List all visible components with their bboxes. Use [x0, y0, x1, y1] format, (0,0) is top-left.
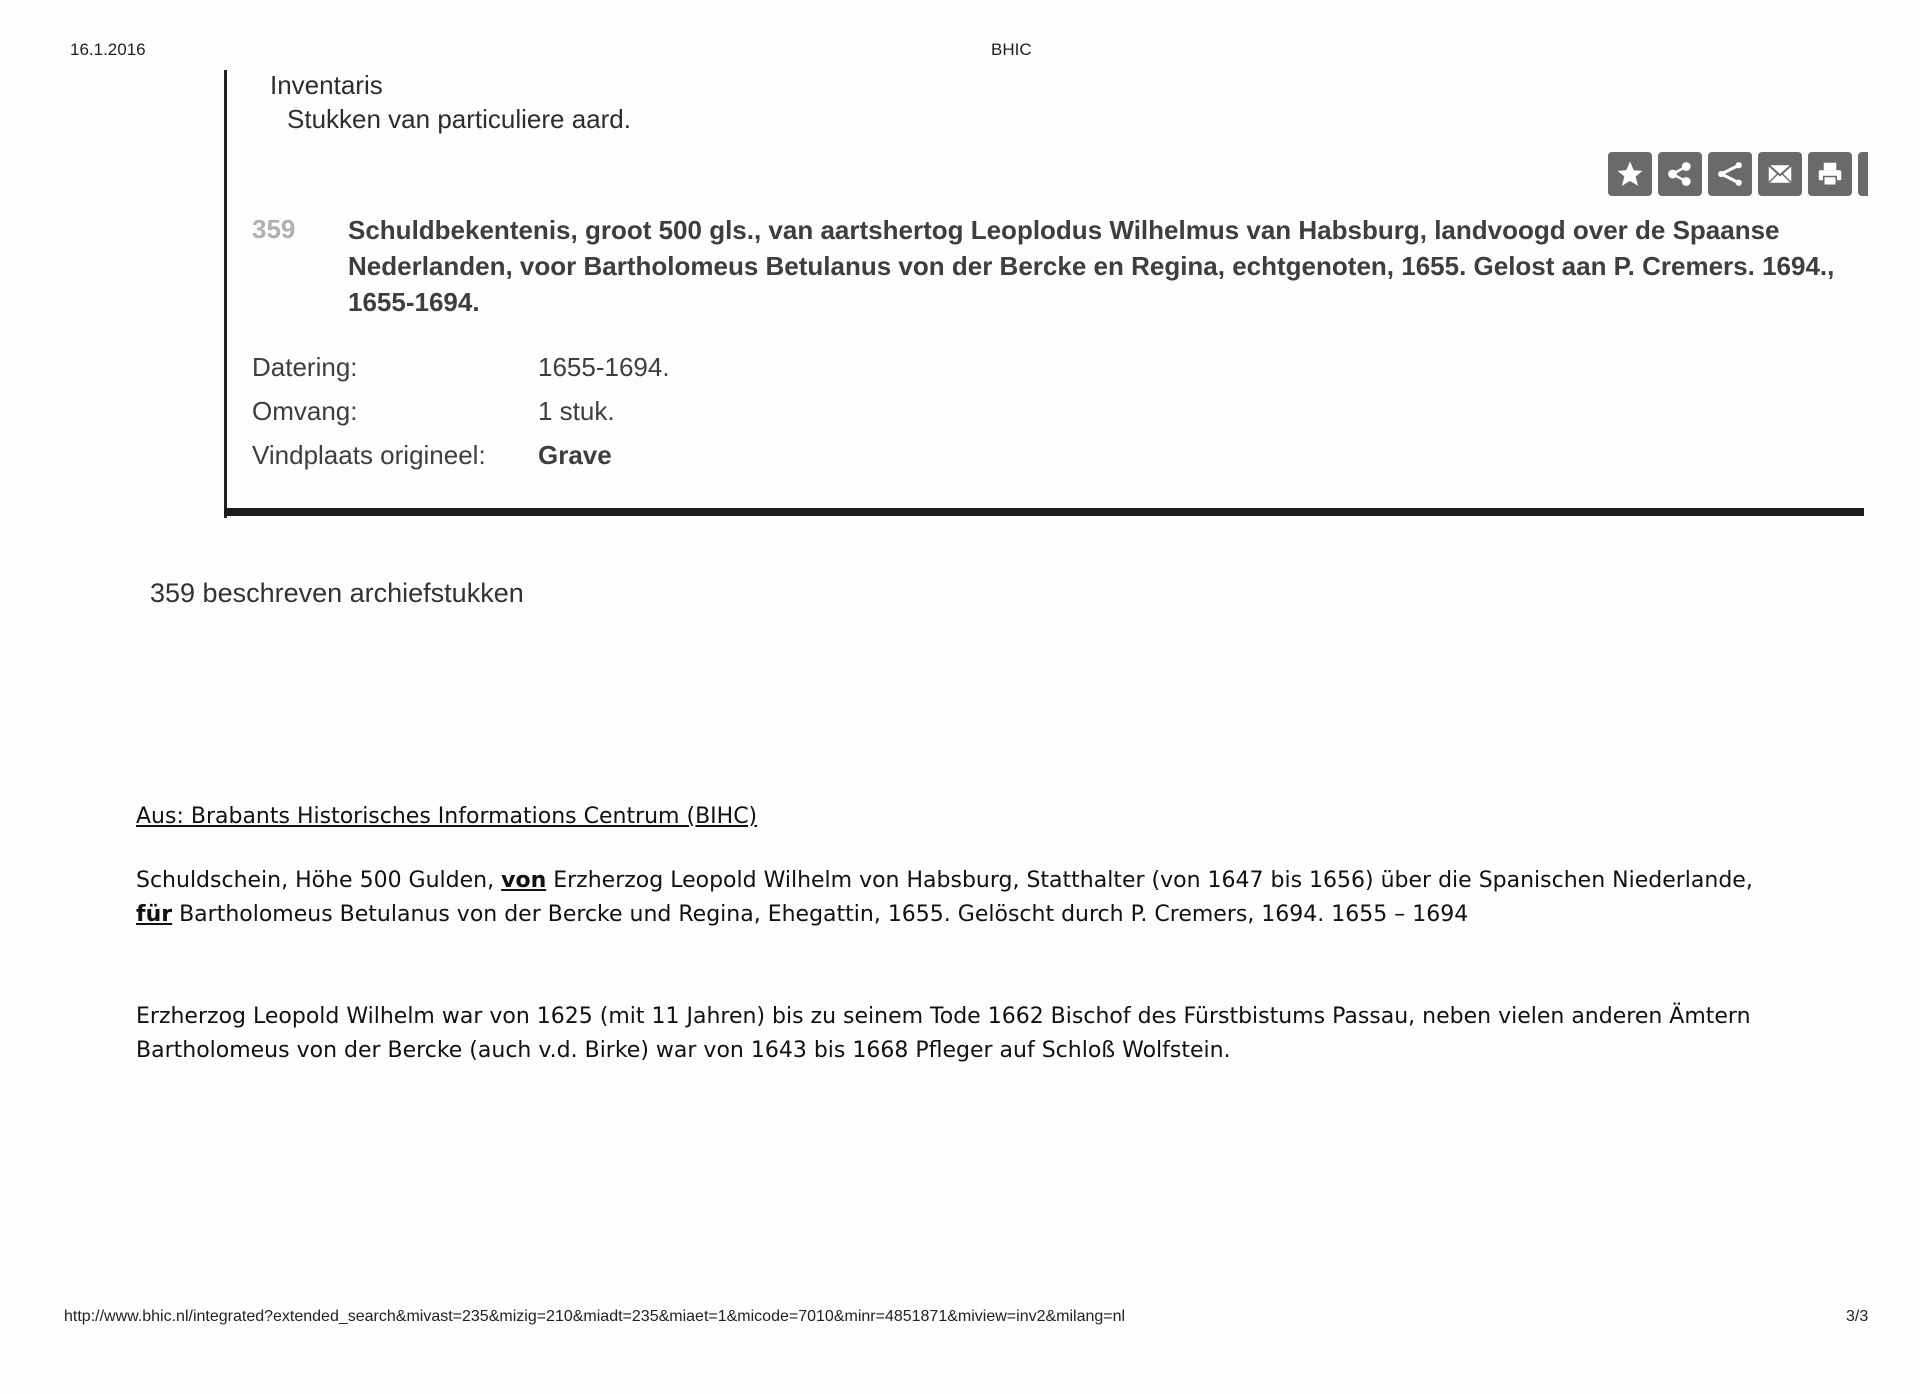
result-count: 359 beschreven archiefstukken [150, 578, 524, 608]
p1-text-b: Erzherzog Leopold Wilhelm von Habsburg, Statthalter (von 1647 bis 1656) über die Spanischen Niederlande, [546, 868, 1753, 893]
inventory-subheading[interactable]: Stukken van particuliere aard. [287, 104, 631, 134]
translation-source-title: Aus: Brabants Historisches Informations Centrum (BIHC) [136, 804, 758, 829]
email-icon[interactable] [1758, 152, 1802, 196]
record-frame-bottom-border [224, 508, 1864, 516]
field-value-omvang: 1 stuk. [538, 396, 615, 426]
field-label-datering: Datering: [252, 352, 358, 382]
record-number: 359 [252, 214, 296, 244]
record-toolbar [1608, 152, 1868, 196]
p1-emph-von: von [501, 868, 547, 893]
translation-paragraph-1 [136, 864, 1896, 932]
p1-text-c: Bartholomeus Betulanus von der Bercke und Regina, Ehegattin, 1655. Gelöscht durch P. Cremers, 1694. 1655 – 1694 [172, 902, 1469, 927]
record-title: Schuldbekentenis, groot 500 gls., van aartshertog Leoplodus Wilhelmus van Habsburg, landvoogd over de Spaanse Nederlanden, voor Bartholomeus Betulanus von der Bercke en Regina, echtgenoten, 1655. Gelost aan P. Cremers. 1694., 1655-1694. [348, 215, 1835, 317]
field-label-vindplaats: Vindplaats origineel: [252, 440, 486, 470]
footer-url: http://www.bhic.nl/integrated?extended_search&mivast=235&mizig=210&miadt=235&miaet=1&micode=7010&minr=4851871&miview=inv2&milang=nl [64, 1308, 1126, 1325]
star-icon[interactable] [1608, 152, 1652, 196]
translation-p2-line2: Bartholomeus von der Bercke (auch v.d. Birke) war von 1643 bis 1668 Pfleger auf Schloß Wolfstein. [136, 1038, 1231, 1063]
translation-p1-line1 [136, 864, 1896, 898]
toolbar-more-icon[interactable] [1858, 152, 1868, 196]
print-title: BHIC [991, 40, 1032, 59]
field-value-vindplaats: Grave [538, 440, 612, 470]
translation-paragraph-2 [136, 1000, 1896, 1068]
translation-p1-line2 [136, 898, 1896, 932]
share-icon[interactable] [1708, 152, 1752, 196]
translation-p2-line1: Erzherzog Leopold Wilhelm war von 1625 (mit 11 Jahren) bis zu seinem Tode 1662 Bischof des Fürstbistums Passau, neben vielen anderen Ämtern [136, 1004, 1751, 1029]
p1-emph-fuer: für [136, 902, 173, 927]
print-icon[interactable] [1808, 152, 1852, 196]
field-label-omvang: Omvang: [252, 396, 358, 426]
field-value-datering: 1655-1694. [538, 352, 670, 382]
footer-page-number: 3/3 [1846, 1308, 1869, 1325]
record-frame-left-border [224, 70, 227, 518]
inventory-heading[interactable]: Inventaris [270, 70, 383, 100]
print-date: 16.1.2016 [70, 40, 146, 59]
p1-text-a: Schuldschein, Höhe 500 Gulden, [136, 868, 502, 893]
share-network-icon[interactable] [1658, 152, 1702, 196]
